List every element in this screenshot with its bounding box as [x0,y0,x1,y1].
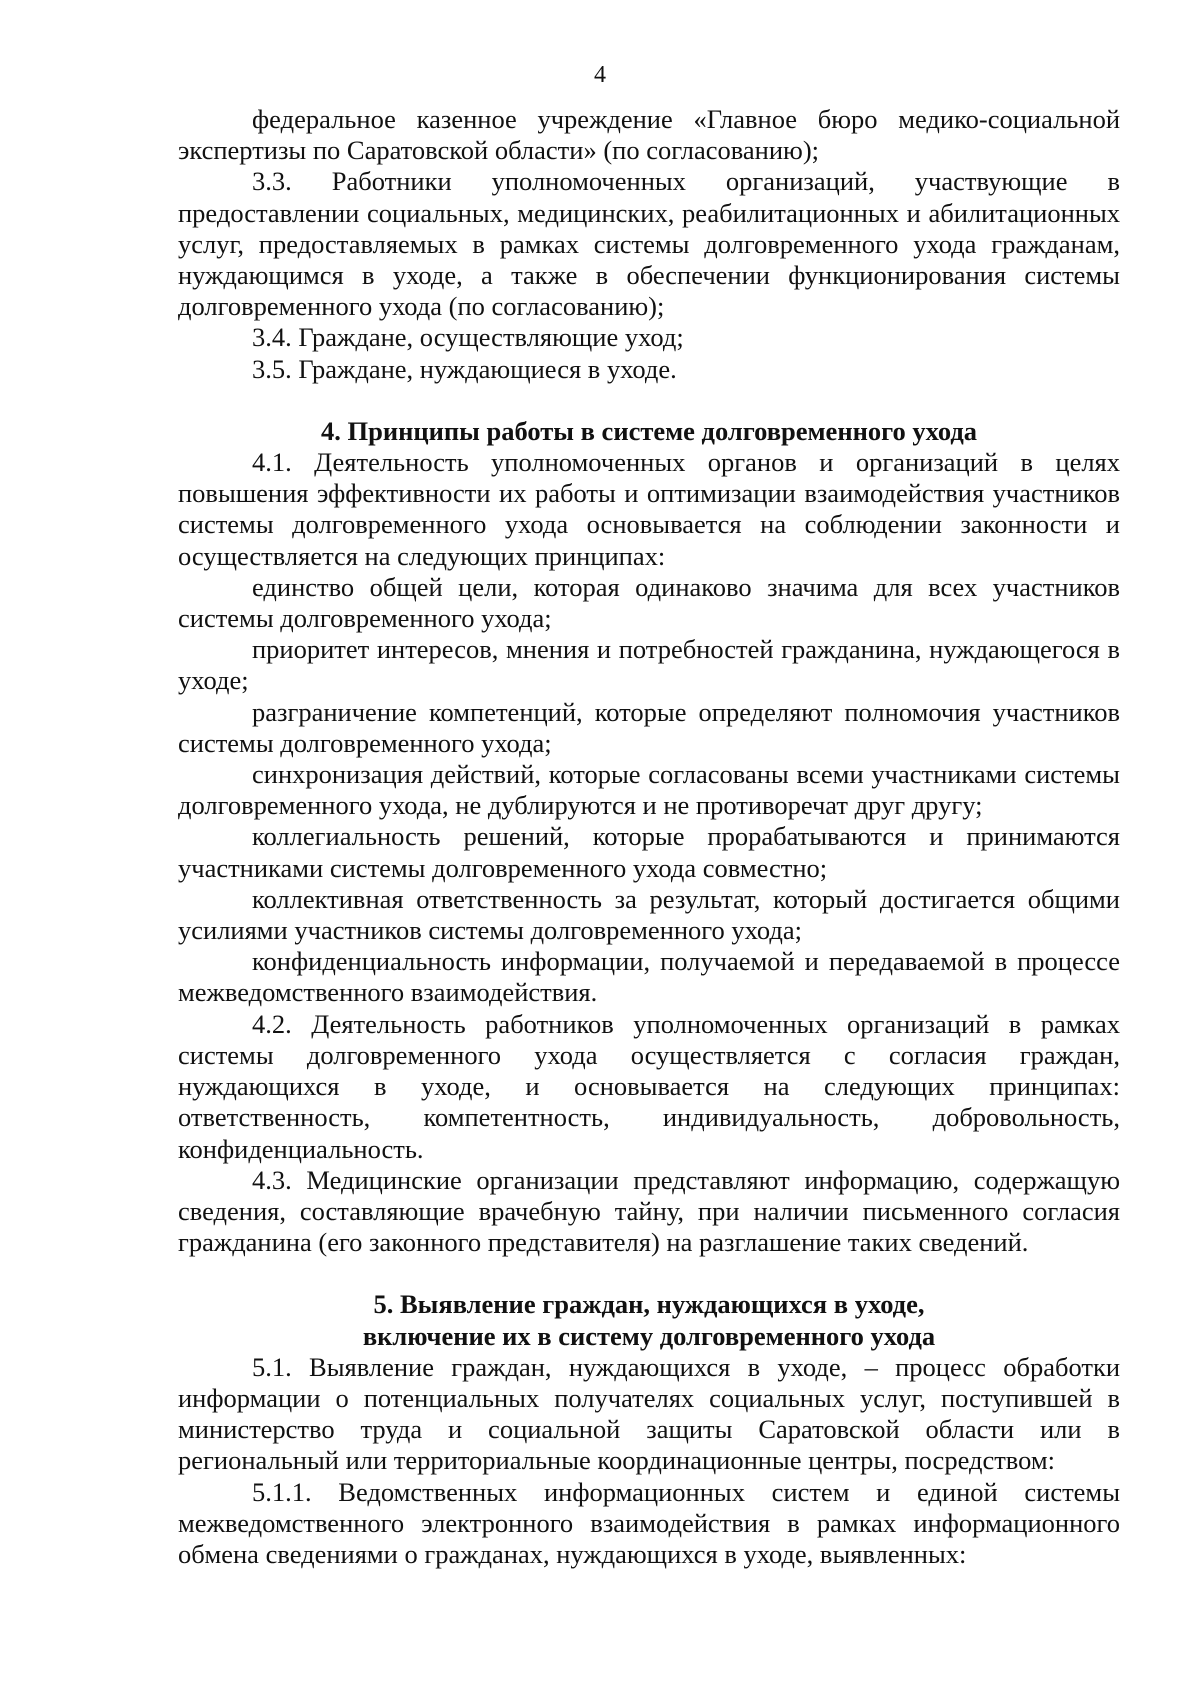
paragraph: 3.3. Работники уполномоченных организаций, участвующие в предоставлении социальных, медицинских, реабилитационных и абилитационных услуг, предоставляемых в рамках системы долговременного ухода гражданам, нуждающимся в уходе, а также в обеспечении функционирования системы долговременного ухода (по согласованию); [178,166,1120,322]
section-heading: 4. Принципы работы в системе долговременного ухода [320,415,977,446]
paragraph: 4.3. Медицинские организации представляют информацию, содержащую сведения, составляющие врачебную тайну, при наличии письменного согласия гражданина (его законного представителя) на разглашение таких сведений. [178,1164,1120,1258]
paragraph: 4.1. Деятельность уполномоченных органов и организаций в целях повышения эффективности их работы и оптимизации взаимодействия участников системы долговременного ухода основывается на соблюдении законности и осуществляется на следующих принципах: [178,447,1120,571]
section-heading: 5. Выявление граждан, нуждающихся в уходе, [373,1289,925,1320]
paragraph: 3.4. Граждане, осуществляющие уход; [252,322,684,353]
paragraph: конфиденциальность информации, получаемой и передаваемой в процессе межведомственного взаимодействия. [178,946,1120,1008]
paragraph: 3.5. Граждане, нуждающиеся в уходе. [252,353,677,384]
paragraph: единство общей цели, которая одинаково значима для всех участников системы долговременного ухода; [178,571,1120,634]
section-spacer [178,1258,1120,1289]
paragraph: коллективная ответственность за результат, который достигается общими усилиями участников системы долговременного ухода; [178,883,1120,946]
paragraph: приоритет интересов, мнения и потребностей гражданина, нуждающегося в уходе; [178,634,1120,696]
section-heading: включение их в систему долговременного ухода [362,1320,936,1351]
paragraph: синхронизация действий, которые согласованы всеми участниками системы долговременного ухода, не дублируются и не противоречат друг другу; [178,759,1120,821]
paragraph: 5.1.1. Ведомственных информационных систем и единой системы межведомственного электронного взаимодействия в рамках информационного обмена сведениями о гражданах, нуждающихся в уходе, выявленных: [178,1476,1120,1569]
document-body [178,104,1120,1570]
paragraph: федеральное казенное учреждение «Главное бюро медико-социальной экспертизы по Саратовской области» (по согласованию); [178,104,1120,166]
paragraph: 4.2. Деятельность работников уполномоченных организаций в рамках системы долговременного ухода осуществляется с согласия граждан, нуждающихся в уходе, и основывается на следующих принципах: ответственность, компетентность, индивидуальность, добровольность, конфиденциальность. [178,1008,1120,1164]
section-spacer [178,385,1120,416]
paragraph: коллегиальность решений, которые прорабатываются и принимаются участниками системы долговременного ухода совместно; [178,821,1120,883]
paragraph: разграничение компетенций, которые определяют полномочия участников системы долговременного ухода; [178,696,1120,758]
paragraph: 5.1. Выявление граждан, нуждающихся в уходе, – процесс обработки информации о потенциальных получателях социальных услуг, поступившей в министерство труда и социальной защиты Саратовской области или в региональный или территориальные координационные центры, посредством: [178,1351,1120,1476]
page-number: 4 [594,62,606,88]
